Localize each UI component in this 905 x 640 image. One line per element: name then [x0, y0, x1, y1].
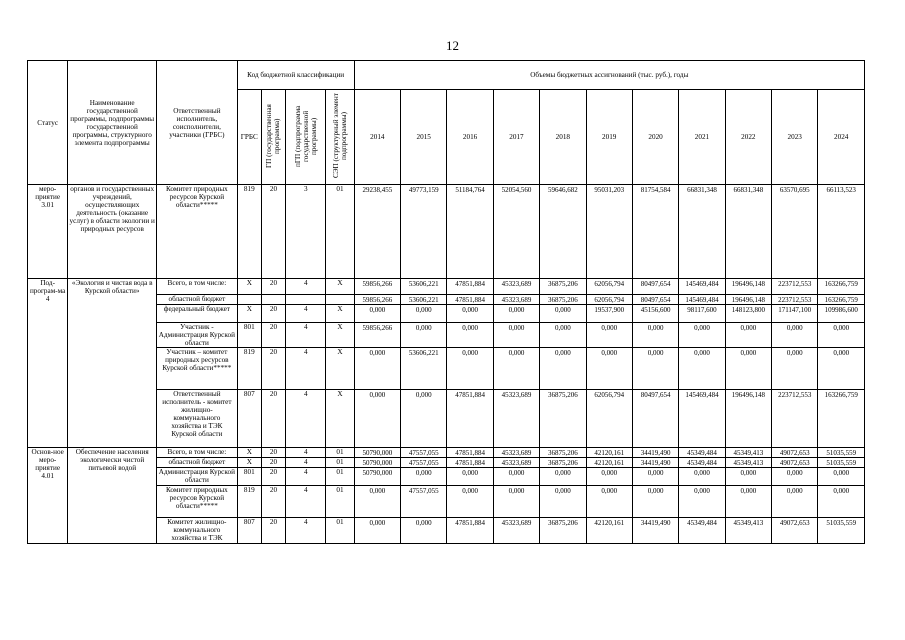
row-value: 0,000: [586, 486, 632, 518]
row-value: 0,000: [632, 348, 678, 390]
row-value: 45323,689: [493, 448, 539, 458]
row-value: 0,000: [772, 486, 818, 518]
row-sep: 01: [326, 486, 354, 518]
row-value: 223712,553: [772, 390, 818, 448]
row-value: 47851,884: [447, 279, 493, 295]
header-pgp-label: пГП (подпрограмма государственной программы): [293, 105, 318, 167]
row-value: 0,000: [632, 323, 678, 348]
row-sep: Х: [326, 348, 354, 390]
header-year: 2024: [818, 90, 865, 185]
row-value: 0,000: [401, 305, 447, 323]
row-sep: Х: [326, 305, 354, 323]
row-value: 36875,206: [540, 390, 586, 448]
row-grbs: Х: [237, 448, 261, 458]
row-value: 47851,884: [447, 518, 493, 544]
row-sep: 01: [326, 468, 354, 486]
row-gp: [261, 295, 285, 305]
row-value: 45323,689: [493, 390, 539, 448]
header-budget-code: Код бюджетной классификации: [237, 61, 354, 90]
row-responsible: Участник – комитет природных ресурсов Курской области*****: [157, 348, 238, 390]
row-sep: Х: [326, 279, 354, 295]
row-value: 51184,764: [447, 185, 493, 279]
row-value: 223712,553: [772, 279, 818, 295]
row-value: 145469,484: [679, 390, 725, 448]
header-gp: [261, 90, 285, 185]
row-grbs: Х: [237, 458, 261, 468]
page-number: 12: [446, 38, 459, 53]
row-value: 148123,800: [725, 305, 771, 323]
row-value: 0,000: [818, 348, 865, 390]
row-value: 0,000: [679, 486, 725, 518]
row-pgp: 4: [286, 348, 326, 390]
row-value: 36875,206: [540, 295, 586, 305]
row-value: 51035,559: [818, 458, 865, 468]
row-value: 0,000: [725, 323, 771, 348]
row-value: 0,000: [586, 348, 632, 390]
row-responsible: областной бюджет: [157, 458, 238, 468]
row-sep: 01: [326, 518, 354, 544]
row-value: 42120,161: [586, 518, 632, 544]
row-value: 47557,055: [401, 486, 447, 518]
row-value: 0,000: [540, 323, 586, 348]
row-value: 0,000: [772, 323, 818, 348]
row-pgp: 4: [286, 323, 326, 348]
row-value: 36875,206: [540, 279, 586, 295]
header-pgp: [286, 90, 326, 185]
row-grbs: 819: [237, 348, 261, 390]
row-pgp: 4: [286, 468, 326, 486]
row-value: 81754,584: [632, 185, 678, 279]
row-value: 59646,682: [540, 185, 586, 279]
row-value: 0,000: [679, 323, 725, 348]
row-grbs: 807: [237, 390, 261, 448]
header-year: 2022: [725, 90, 771, 185]
row-pgp: 4: [286, 486, 326, 518]
row-value: 45323,689: [493, 458, 539, 468]
row-value: 59856,266: [354, 295, 400, 305]
row-value: 0,000: [586, 468, 632, 486]
row-value: 145469,484: [679, 295, 725, 305]
row-value: 0,000: [401, 323, 447, 348]
row-value: 196496,148: [725, 279, 771, 295]
row-value: 0,000: [354, 305, 400, 323]
row-value: 66831,348: [679, 185, 725, 279]
row-grbs: 819: [237, 486, 261, 518]
row-value: 109986,600: [818, 305, 865, 323]
row-value: 47851,884: [447, 295, 493, 305]
row-pgp: 4: [286, 458, 326, 468]
row-value: 66831,348: [725, 185, 771, 279]
row-value: 45349,484: [679, 458, 725, 468]
row-value: 0,000: [493, 468, 539, 486]
header-year: 2017: [493, 90, 539, 185]
row-sep: [326, 295, 354, 305]
row-gp: 20: [261, 185, 285, 279]
row-value: 0,000: [447, 305, 493, 323]
row-value: 19537,900: [586, 305, 632, 323]
row-value: 45349,484: [679, 518, 725, 544]
row-grbs: 801: [237, 468, 261, 486]
row-responsible: Комитет природных ресурсов Курской области*****: [157, 185, 238, 279]
row-pgp: 4: [286, 448, 326, 458]
header-grbs: ГРБС: [237, 90, 261, 185]
header-program-name: Наименование государственной программы, подпрограммы государственной программы, структурного элемента подпрограммы: [68, 61, 157, 185]
row-responsible: Участник - Администрация Курской области: [157, 323, 238, 348]
row-value: 51035,559: [818, 448, 865, 458]
row-responsible: федеральный бюджет: [157, 305, 238, 323]
row-pgp: 4: [286, 518, 326, 544]
row-grbs: Х: [237, 305, 261, 323]
header-sep-label: СЭП (структурный элемент подпрограммы): [332, 93, 349, 179]
row-value: 45323,689: [493, 295, 539, 305]
row-value: 163266,759: [818, 295, 865, 305]
header-status: Статус: [28, 61, 68, 185]
row-value: 0,000: [447, 323, 493, 348]
row-value: 45349,413: [725, 518, 771, 544]
row-value: 0,000: [493, 348, 539, 390]
row-pgp: 4: [286, 305, 326, 323]
row-value: 47851,884: [447, 448, 493, 458]
header-year: 2015: [401, 90, 447, 185]
row-pgp: [286, 295, 326, 305]
row-value: 59856,266: [354, 279, 400, 295]
row-value: 45323,689: [493, 518, 539, 544]
header-year: 2018: [540, 90, 586, 185]
row-sep: 01: [326, 185, 354, 279]
row-value: 42120,161: [586, 458, 632, 468]
row-gp: 20: [261, 348, 285, 390]
table-row: [28, 448, 865, 458]
header-sep: [326, 90, 354, 185]
row-value: 0,000: [493, 486, 539, 518]
row-value: 98117,600: [679, 305, 725, 323]
row-value: 47851,884: [447, 390, 493, 448]
row-sep: Х: [326, 323, 354, 348]
row-value: 0,000: [447, 348, 493, 390]
header-year: 2019: [586, 90, 632, 185]
row-pgp: 3: [286, 185, 326, 279]
row-gp: 20: [261, 448, 285, 458]
row-value: 196496,148: [725, 295, 771, 305]
row-grbs: 819: [237, 185, 261, 279]
row-sep: 01: [326, 458, 354, 468]
header-year: 2020: [632, 90, 678, 185]
row-value: 0,000: [632, 486, 678, 518]
row-value: 45349,413: [725, 458, 771, 468]
row-gp: 20: [261, 458, 285, 468]
row-value: 62056,794: [586, 390, 632, 448]
row-gp: 20: [261, 305, 285, 323]
row-program-name: Обеспечение населения экологически чистой питьевой водой: [68, 448, 157, 544]
row-value: 47851,884: [447, 458, 493, 468]
header-year: 2016: [447, 90, 493, 185]
row-value: 34419,490: [632, 448, 678, 458]
row-value: 50790,000: [354, 468, 400, 486]
row-value: 52054,560: [493, 185, 539, 279]
row-value: 80497,654: [632, 295, 678, 305]
row-value: 51035,559: [818, 518, 865, 544]
row-value: 223712,553: [772, 295, 818, 305]
row-value: 49773,159: [401, 185, 447, 279]
row-value: 95031,203: [586, 185, 632, 279]
row-value: 59856,266: [354, 323, 400, 348]
row-grbs: Х: [237, 279, 261, 295]
row-value: 0,000: [354, 348, 400, 390]
row-value: 80497,654: [632, 279, 678, 295]
row-value: 29238,455: [354, 185, 400, 279]
header-year: 2014: [354, 90, 400, 185]
row-value: 49072,653: [772, 448, 818, 458]
row-value: 0,000: [447, 486, 493, 518]
row-value: 0,000: [354, 518, 400, 544]
row-value: 0,000: [540, 305, 586, 323]
row-gp: 20: [261, 323, 285, 348]
row-grbs: [237, 295, 261, 305]
row-responsible: Комитет природных ресурсов Курской области*****: [157, 486, 238, 518]
row-value: 0,000: [679, 468, 725, 486]
row-value: 0,000: [818, 468, 865, 486]
header-volumes: Объемы бюджетных ассигнований (тыс. руб.), годы: [354, 61, 864, 90]
row-responsible: Всего, в том числе:: [157, 279, 238, 295]
row-value: 34419,490: [632, 458, 678, 468]
row-value: 45323,689: [493, 279, 539, 295]
budget-table: [27, 60, 865, 544]
row-value: 0,000: [818, 323, 865, 348]
row-value: 0,000: [725, 468, 771, 486]
row-value: 171147,100: [772, 305, 818, 323]
row-value: 63570,695: [772, 185, 818, 279]
row-value: 80497,654: [632, 390, 678, 448]
row-value: 53606,221: [401, 295, 447, 305]
row-value: 45349,484: [679, 448, 725, 458]
row-value: 0,000: [493, 305, 539, 323]
row-value: 0,000: [818, 486, 865, 518]
row-grbs: 801: [237, 323, 261, 348]
row-value: 0,000: [632, 468, 678, 486]
row-responsible: Ответственный исполнитель - комитет жилищно-коммунального хозяйства и ТЭК Курской области: [157, 390, 238, 448]
row-sep: Х: [326, 390, 354, 448]
row-pgp: 4: [286, 390, 326, 448]
row-value: 45349,413: [725, 448, 771, 458]
header-responsible: Ответственный исполнитель, соисполнители, участники (ГРБС): [157, 61, 238, 185]
row-value: 196496,148: [725, 390, 771, 448]
row-value: 0,000: [772, 468, 818, 486]
row-value: 0,000: [401, 468, 447, 486]
row-responsible: областной бюджет: [157, 295, 238, 305]
row-value: 0,000: [725, 348, 771, 390]
row-value: 62056,794: [586, 279, 632, 295]
row-value: 0,000: [354, 486, 400, 518]
row-responsible: Комитет жилищно-коммунального хозяйства и ТЭК: [157, 518, 238, 544]
row-status: Под-програм-ма 4: [28, 279, 68, 448]
row-value: 47557,055: [401, 458, 447, 468]
row-gp: 20: [261, 518, 285, 544]
row-status: меро-приятие 3.01: [28, 185, 68, 279]
row-value: 0,000: [493, 323, 539, 348]
row-value: 0,000: [725, 486, 771, 518]
row-value: 47557,055: [401, 448, 447, 458]
row-responsible: Администрация Курской области: [157, 468, 238, 486]
row-value: 0,000: [401, 390, 447, 448]
row-value: 50790,000: [354, 458, 400, 468]
row-value: 49072,653: [772, 458, 818, 468]
row-value: 0,000: [540, 486, 586, 518]
row-value: 36875,206: [540, 448, 586, 458]
row-value: 36875,206: [540, 458, 586, 468]
table-row: [28, 185, 865, 279]
row-value: 0,000: [772, 348, 818, 390]
row-value: 0,000: [401, 518, 447, 544]
row-value: 0,000: [540, 468, 586, 486]
row-status: Основ-ное меро-приятие 4.01: [28, 448, 68, 544]
row-grbs: 807: [237, 518, 261, 544]
row-value: 53606,221: [401, 279, 447, 295]
row-program-name: органов и государственных учреждений, осуществляющих деятельность (оказание услуг) в области экологии и природных ресурсов: [68, 185, 157, 279]
row-value: 0,000: [586, 323, 632, 348]
row-value: 0,000: [540, 348, 586, 390]
row-sep: 01: [326, 448, 354, 458]
row-value: 145469,484: [679, 279, 725, 295]
row-value: 42120,161: [586, 448, 632, 458]
row-value: 62056,794: [586, 295, 632, 305]
row-gp: 20: [261, 390, 285, 448]
row-gp: 20: [261, 279, 285, 295]
row-value: 36875,206: [540, 518, 586, 544]
row-value: 50790,000: [354, 448, 400, 458]
row-value: 163266,759: [818, 279, 865, 295]
row-value: 34419,490: [632, 518, 678, 544]
row-program-name: «Экология и чистая вода в Курской области»: [68, 279, 157, 448]
row-value: 66113,523: [818, 185, 865, 279]
row-value: 45156,600: [632, 305, 678, 323]
row-value: 0,000: [679, 348, 725, 390]
row-value: 53606,221: [401, 348, 447, 390]
row-gp: 20: [261, 486, 285, 518]
row-pgp: 4: [286, 279, 326, 295]
header-year: 2021: [679, 90, 725, 185]
header-gp-label: ГП (государственная программа): [265, 104, 282, 168]
row-value: 0,000: [354, 390, 400, 448]
row-value: 49072,653: [772, 518, 818, 544]
table-row: [28, 279, 865, 295]
row-responsible: Всего, в том числе:: [157, 448, 238, 458]
row-value: 163266,759: [818, 390, 865, 448]
row-value: 0,000: [447, 468, 493, 486]
row-gp: 20: [261, 468, 285, 486]
header-year: 2023: [772, 90, 818, 185]
